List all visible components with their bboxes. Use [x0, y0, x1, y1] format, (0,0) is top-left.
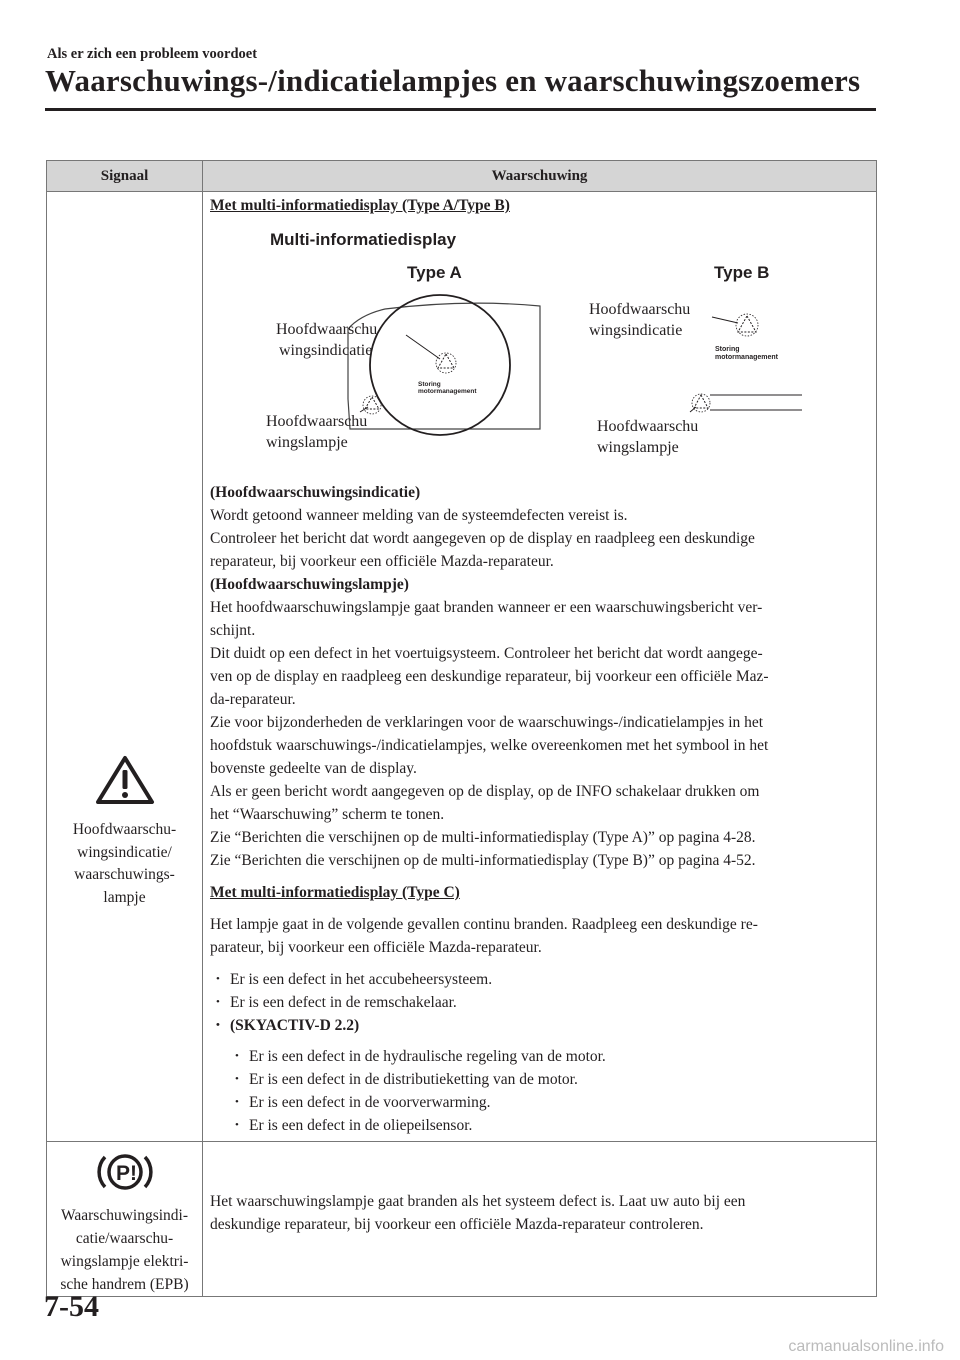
subheading-type-ab: Met multi-informatiedisplay (Type A/Type B)	[210, 197, 510, 214]
list-item: • Er is een defect in de distributieketting van de motor.	[235, 1068, 870, 1091]
svg-text:wingsindicatie: wingsindicatie	[589, 322, 683, 339]
list-item: • Er is een defect in de remschakelaar.	[216, 991, 870, 1014]
watermark: carmanualsonline.info	[788, 1338, 944, 1355]
paragraph: Zie voor bijzonderheden de verklaringen voor de waarschuwings-/indicatielampjes in het hoofdstuk waarschuwings-/indicatielampjes, welke overeenkomen met het symbool in het bovenste gedeelte van de display.	[210, 714, 769, 777]
list-item: • Er is een defect in het accubeheersysteem.	[216, 968, 870, 991]
page-reference: Zie “Berichten die verschijnen op de multi-informatiedisplay (Type B)” op pagina 4-52.	[210, 852, 756, 869]
figure-title: Multi-informatiedisplay	[270, 230, 457, 249]
type-a-label: Type A	[407, 263, 462, 282]
heading-lamp: (Hoofdwaarschuwingslampje)	[210, 576, 409, 593]
svg-text:Hoofdwaarschu: Hoofdwaarschu	[266, 413, 368, 430]
warning-cell	[203, 192, 877, 1142]
subheading-type-c: Met multi-informatiedisplay (Type C)	[210, 884, 460, 901]
paragraph: Het waarschuwingslampje gaat branden als het systeem defect is. Laat uw auto bij een deskundige reparateur, bij voorkeur een officiële Mazda-reparateur controleren.	[210, 1193, 746, 1233]
svg-text:P!: P!	[115, 1162, 137, 1185]
page-title: Waarschuwings-/indicatielampjes en waarschuwingszoemers	[45, 63, 861, 98]
signal-label: Waarschuwingsindi- catie/waarschu- wingslampje elektri- sche handrem (EPB)	[60, 1207, 189, 1293]
warning-triangle-icon	[94, 754, 156, 806]
col-header-warning: Waarschuwing	[203, 161, 877, 192]
type-b-lamp-icon	[692, 394, 710, 412]
svg-text:motormanagement: motormanagement	[418, 388, 477, 395]
table-header-row	[47, 161, 877, 192]
heading-indicator: (Hoofdwaarschuwingsindicatie)	[210, 484, 421, 501]
svg-text:Hoofdwaarschu: Hoofdwaarschu	[589, 301, 691, 318]
list-item: • Er is een defect in de hydraulische regeling van de motor.	[235, 1045, 870, 1068]
warning-cell	[203, 1142, 877, 1297]
svg-text:Storing: Storing	[715, 346, 740, 353]
type-b-indicator-icon	[736, 314, 758, 336]
paragraph: Als er geen bericht wordt aangegeven op de display, op de INFO schakelaar drukken om het “Waarschuwing” scherm te tonen.	[210, 783, 760, 823]
list-item: • Er is een defect in de voorverwarming.	[235, 1091, 870, 1114]
paragraph: Dit duidt op een defect in het voertuigsysteem. Controleer het bericht dat wordt aangege- ven op de display en raadpleeg een deskundige reparateur, bij voorkeur een officiële Maz- da-reparateur.	[210, 645, 769, 708]
type-b-label: Type B	[714, 263, 770, 282]
table-row	[47, 192, 877, 1142]
sub-bullet-list	[210, 1045, 870, 1137]
display-figure	[210, 219, 870, 481]
signal-cell	[47, 1142, 203, 1297]
page-reference: Zie “Berichten die verschijnen op de multi-informatiedisplay (Type A)” op pagina 4-28.	[210, 829, 756, 846]
list-item: • Er is een defect in de oliepeilsensor.	[235, 1114, 870, 1137]
svg-text:wingsindicatie: wingsindicatie	[279, 342, 373, 359]
svg-text:wingslampje: wingslampje	[597, 439, 679, 456]
paragraph: Het lampje gaat in de volgende gevallen continu branden. Raadpleeg een deskundige re- parateur, bij voorkeur een officiële Mazda-reparateur.	[210, 916, 758, 956]
svg-text:Hoofdwaarschu: Hoofdwaarschu	[597, 418, 699, 435]
bullet-list	[210, 968, 870, 1037]
paragraph: Controleer het bericht dat wordt aangegeven op de display en raadpleeg een deskundige reparateur, bij voorkeur een officiële Mazda-reparateur.	[210, 530, 755, 570]
paragraph: Het hoofdwaarschuwingslampje gaat branden wanneer er een waarschuwingsbericht ver- schijnt.	[210, 599, 763, 639]
svg-text:Hoofdwaarschu: Hoofdwaarschu	[276, 321, 378, 338]
svg-text:wingslampje: wingslampje	[266, 434, 348, 451]
page-number: 7-54	[44, 1290, 99, 1323]
svg-text:Storing: Storing	[418, 381, 441, 388]
paragraph: Wordt getoond wanneer melding van de systeemdefecten vereist is.	[210, 507, 628, 524]
list-item: • (SKYACTIV-D 2.2)	[216, 1014, 870, 1037]
title-rule	[45, 108, 876, 111]
signal-cell	[47, 192, 203, 1142]
section-label: Als er zich een probleem voordoet	[47, 46, 258, 62]
col-header-signal: Signaal	[47, 161, 203, 192]
svg-text:motormanagement: motormanagement	[715, 354, 779, 361]
table-row	[47, 1142, 877, 1297]
type-a-lamp-icon	[363, 396, 381, 414]
warning-table	[46, 160, 877, 1297]
type-a-indicator-icon	[436, 353, 456, 373]
signal-label: Hoofdwaarschu- wingsindicatie/ waarschuwings- lampje	[72, 821, 177, 906]
epb-warning-icon	[94, 1149, 156, 1195]
